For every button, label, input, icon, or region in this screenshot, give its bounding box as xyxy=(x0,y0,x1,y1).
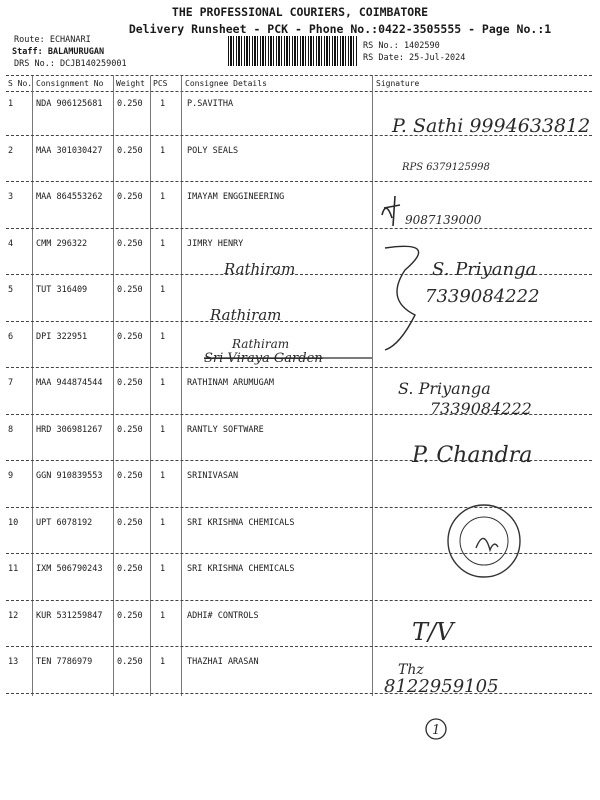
cell-pcs: 1 xyxy=(160,331,166,342)
cell-pcs: 1 xyxy=(160,564,166,574)
cell-pcs: 1 xyxy=(160,378,166,388)
cell-weight: 0.250 xyxy=(117,610,143,621)
cell-consignment: MAA 944874544 xyxy=(36,378,103,388)
col-header-signature: Signature xyxy=(376,79,420,88)
company-stamp xyxy=(448,505,520,577)
cell-consignee: SRI KRISHNA CHEMICALS xyxy=(187,564,295,574)
cell-sno: 2 xyxy=(8,145,14,156)
row6-handwritten-name: Rathiram xyxy=(232,337,290,351)
cell-pcs: 1 xyxy=(160,610,166,621)
bracket-scribble xyxy=(385,246,419,350)
cell-sno: 11 xyxy=(8,564,19,574)
cell-consignee: JIMRY HENRY xyxy=(187,238,244,249)
row-separator xyxy=(6,321,592,322)
row5-phone: 7339084222 xyxy=(425,286,540,307)
runsheet-subtitle: Delivery Runsheet - PCK - Phone No.:0422-3505555 - Page No.:1 xyxy=(128,22,552,36)
row-separator xyxy=(6,181,592,182)
col-header-pcs: PCS xyxy=(153,79,168,88)
row-separator xyxy=(6,228,592,229)
row-separator xyxy=(6,135,592,136)
col-header-consignment: Consignment No xyxy=(36,79,104,88)
cell-weight: 0.250 xyxy=(117,657,143,667)
stamp-outer-ring xyxy=(448,505,520,577)
rs-date: RS Date: 25-Jul-2024 xyxy=(363,53,466,63)
cell-consignee: RATHINAM ARUMUGAM xyxy=(187,378,274,388)
cell-consignee: THAZHAI ARASAN xyxy=(187,657,259,667)
cell-weight: 0.250 xyxy=(117,192,143,202)
cell-sno: 6 xyxy=(8,331,14,342)
row4-handwritten-name: Rathiram xyxy=(224,260,296,278)
row-separator xyxy=(6,646,592,647)
row-separator xyxy=(6,507,592,508)
column-divider xyxy=(181,76,182,696)
cell-weight: 0.250 xyxy=(117,517,143,528)
cell-consignment: TEN 7786979 xyxy=(36,657,93,667)
cell-consignment: DPI 322951 xyxy=(36,331,88,342)
cell-weight: 0.250 xyxy=(117,145,143,156)
cell-consignee: IMAYAM ENGGINEERING xyxy=(187,192,285,202)
cell-pcs: 1 xyxy=(160,99,166,109)
row13-phone: 8122959105 xyxy=(384,676,499,697)
cell-consignment: MAA 864553262 xyxy=(36,192,103,202)
cell-consignment: IXM 506790243 xyxy=(36,564,103,574)
col-header-consignee: Consignee Details xyxy=(185,79,267,88)
row3-phone: 9087139000 xyxy=(405,213,482,227)
cell-weight: 0.250 xyxy=(117,99,143,109)
cell-sno: 1 xyxy=(8,99,14,109)
row-separator xyxy=(6,553,592,554)
cell-sno: 3 xyxy=(8,192,14,202)
rs-number: RS No.: 1402590 xyxy=(363,41,440,51)
cell-consignment: CMM 296322 xyxy=(36,238,88,249)
cell-weight: 0.250 xyxy=(117,564,143,574)
runsheet-title: THE PROFESSIONAL COURIERS, COIMBATORE xyxy=(171,5,429,19)
cell-weight: 0.250 xyxy=(117,331,143,342)
row-separator xyxy=(6,274,592,275)
cell-consignee: SRI KRISHNA CHEMICALS xyxy=(187,517,295,528)
row8-signature: P. Chandra xyxy=(412,443,533,468)
row6-struck-text: Sri Viraya Garden xyxy=(204,351,323,366)
cell-pcs: 1 xyxy=(160,471,166,481)
cell-sno: 13 xyxy=(8,657,19,667)
cell-weight: 0.250 xyxy=(117,424,143,435)
cell-weight: 0.250 xyxy=(117,378,143,388)
cell-pcs: 1 xyxy=(160,192,166,202)
cell-weight: 0.250 xyxy=(117,471,143,481)
row7-phone: 7339084222 xyxy=(430,399,532,418)
barcode xyxy=(228,36,358,66)
cell-sno: 4 xyxy=(8,238,14,249)
header-rule xyxy=(6,91,592,92)
cell-consignment: NDA 906125681 xyxy=(36,99,103,109)
column-divider xyxy=(113,76,114,696)
page-mark-circle xyxy=(426,719,446,739)
row4-signature: S. Priyanga xyxy=(432,259,537,280)
page-mark: 1 xyxy=(432,723,441,738)
col-header-sno: S No. xyxy=(8,79,33,88)
cell-consignment: GGN 910839553 xyxy=(36,471,103,481)
row13-signature: Thz xyxy=(398,662,424,678)
route-label: Route: ECHANARI xyxy=(14,35,91,45)
cell-consignment: KUR 531259847 xyxy=(36,610,103,621)
cell-pcs: 1 xyxy=(160,517,166,528)
cell-sno: 5 xyxy=(8,285,14,295)
cell-sno: 9 xyxy=(8,471,14,481)
column-divider xyxy=(372,76,373,696)
row-separator xyxy=(6,460,592,461)
row-separator xyxy=(6,693,592,694)
cell-consignee: ADHI# CONTROLS xyxy=(187,610,259,621)
row-separator xyxy=(6,367,592,368)
cell-consignee: POLY SEALS xyxy=(187,145,239,156)
column-divider xyxy=(32,76,33,696)
col-header-weight: Weight xyxy=(116,79,145,88)
cell-sno: 10 xyxy=(8,517,19,528)
cell-pcs: 1 xyxy=(160,657,166,667)
row1-signature: P. Sathi 9994633812 xyxy=(392,115,591,137)
row5-handwritten-name: Rathiram xyxy=(210,306,282,324)
row7-signature: S. Priyanga xyxy=(398,379,491,398)
row12-signature: T/V xyxy=(412,618,454,646)
cell-sno: 12 xyxy=(8,610,19,621)
row-separator xyxy=(6,414,592,415)
cell-sno: 8 xyxy=(8,424,14,435)
row-separator xyxy=(6,600,592,601)
cell-consignment: UPT 6078192 xyxy=(36,517,93,528)
cell-sno: 7 xyxy=(8,378,14,388)
cell-pcs: 1 xyxy=(160,238,166,249)
cell-pcs: 1 xyxy=(160,285,166,295)
cell-consignee: RANTLY SOFTWARE xyxy=(187,424,264,435)
cell-consignment: MAA 301030427 xyxy=(36,145,103,156)
staff-label: Staff: BALAMURUGAN xyxy=(12,47,105,57)
cell-consignment: HRD 306981267 xyxy=(36,424,103,435)
row2-signature: RPS 6379125998 xyxy=(402,162,490,173)
drs-number: DRS No.: DCJB140259001 xyxy=(14,59,127,69)
cell-consignee: P.SAVITHA xyxy=(187,99,234,109)
table-top-rule xyxy=(6,75,592,76)
row3-signature-scribble xyxy=(382,196,400,226)
cell-weight: 0.250 xyxy=(117,238,143,249)
stamp-signature xyxy=(476,538,498,550)
stamp-inner-ring xyxy=(460,517,508,565)
cell-pcs: 1 xyxy=(160,424,166,435)
cell-consignment: TUT 316409 xyxy=(36,285,88,295)
cell-pcs: 1 xyxy=(160,145,166,156)
column-divider xyxy=(150,76,151,696)
cell-weight: 0.250 xyxy=(117,285,143,295)
cell-consignee: SRINIVASAN xyxy=(187,471,239,481)
